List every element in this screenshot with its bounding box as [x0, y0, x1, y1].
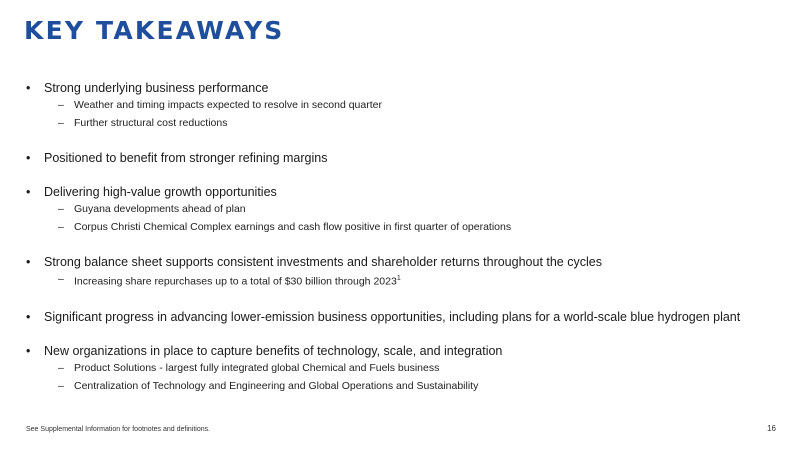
sub-bullet-item — [26, 359, 786, 377]
bullet-icon: • — [26, 309, 31, 324]
bullet-item — [26, 309, 786, 325]
dash-icon: – — [58, 379, 64, 392]
bullet-item — [26, 184, 786, 200]
bullet-text: Strong underlying business performance — [44, 81, 269, 95]
page-title: KEY TAKEAWAYS — [24, 16, 285, 45]
bullet-item — [26, 343, 786, 359]
bullet-item — [26, 254, 786, 270]
footnote-marker: 1 — [396, 275, 401, 282]
dash-icon: – — [58, 99, 64, 111]
dash-icon: – — [58, 273, 64, 285]
bullet-icon: • — [26, 81, 31, 95]
bullet-icon: • — [26, 343, 31, 358]
sub-bullet-item — [26, 96, 786, 114]
sub-bullet-item — [26, 114, 786, 132]
bullet-icon: • — [26, 151, 31, 165]
bullet-item — [26, 80, 786, 96]
bullet-item — [26, 150, 786, 166]
page-number: 16 — [767, 424, 776, 433]
sub-bullet-text: Corpus Christi Chemical Complex earnings and cash flow positive in first quarter of operations — [74, 221, 512, 233]
dash-icon: – — [58, 361, 64, 374]
bullet-icon: • — [26, 255, 31, 269]
sub-bullet-text: Increasing share repurchases up to a total of $30 billion through 2023 — [74, 275, 397, 288]
dash-icon: – — [58, 203, 64, 215]
footnote: See Supplemental Information for footnotes and definitions. — [26, 426, 211, 433]
dash-icon: – — [58, 117, 64, 129]
sub-bullet-text: Guyana developments ahead of plan — [74, 203, 246, 215]
bullet-text: Strong balance sheet supports consistent investments and shareholder returns throughout the cycles — [44, 255, 602, 269]
sub-bullet-item — [26, 270, 786, 291]
bullet-text: New organizations in place to capture benefits of technology, scale, and integration — [44, 343, 503, 358]
sub-bullet-item — [26, 218, 786, 236]
sub-bullet-item — [26, 200, 786, 218]
sub-bullet-text: Centralization of Technology and Engineering and Global Operations and Sustainability — [74, 379, 479, 392]
dash-icon: – — [58, 221, 64, 233]
takeaways-list — [26, 80, 786, 395]
bullet-text: Positioned to benefit from stronger refining margins — [44, 151, 328, 165]
sub-bullet-text: Product Solutions - largest fully integrated global Chemical and Fuels business — [74, 361, 440, 374]
bullet-text: Significant progress in advancing lower-emission business opportunities, including plans for a world-scale blue hydrogen plant — [44, 309, 741, 324]
bullet-text: Delivering high-value growth opportunities — [44, 185, 277, 199]
sub-bullet-item — [26, 377, 786, 395]
bullet-icon: • — [26, 185, 31, 199]
sub-bullet-text: Weather and timing impacts expected to resolve in second quarter — [74, 99, 382, 111]
sub-bullet-text: Further structural cost reductions — [74, 117, 228, 129]
